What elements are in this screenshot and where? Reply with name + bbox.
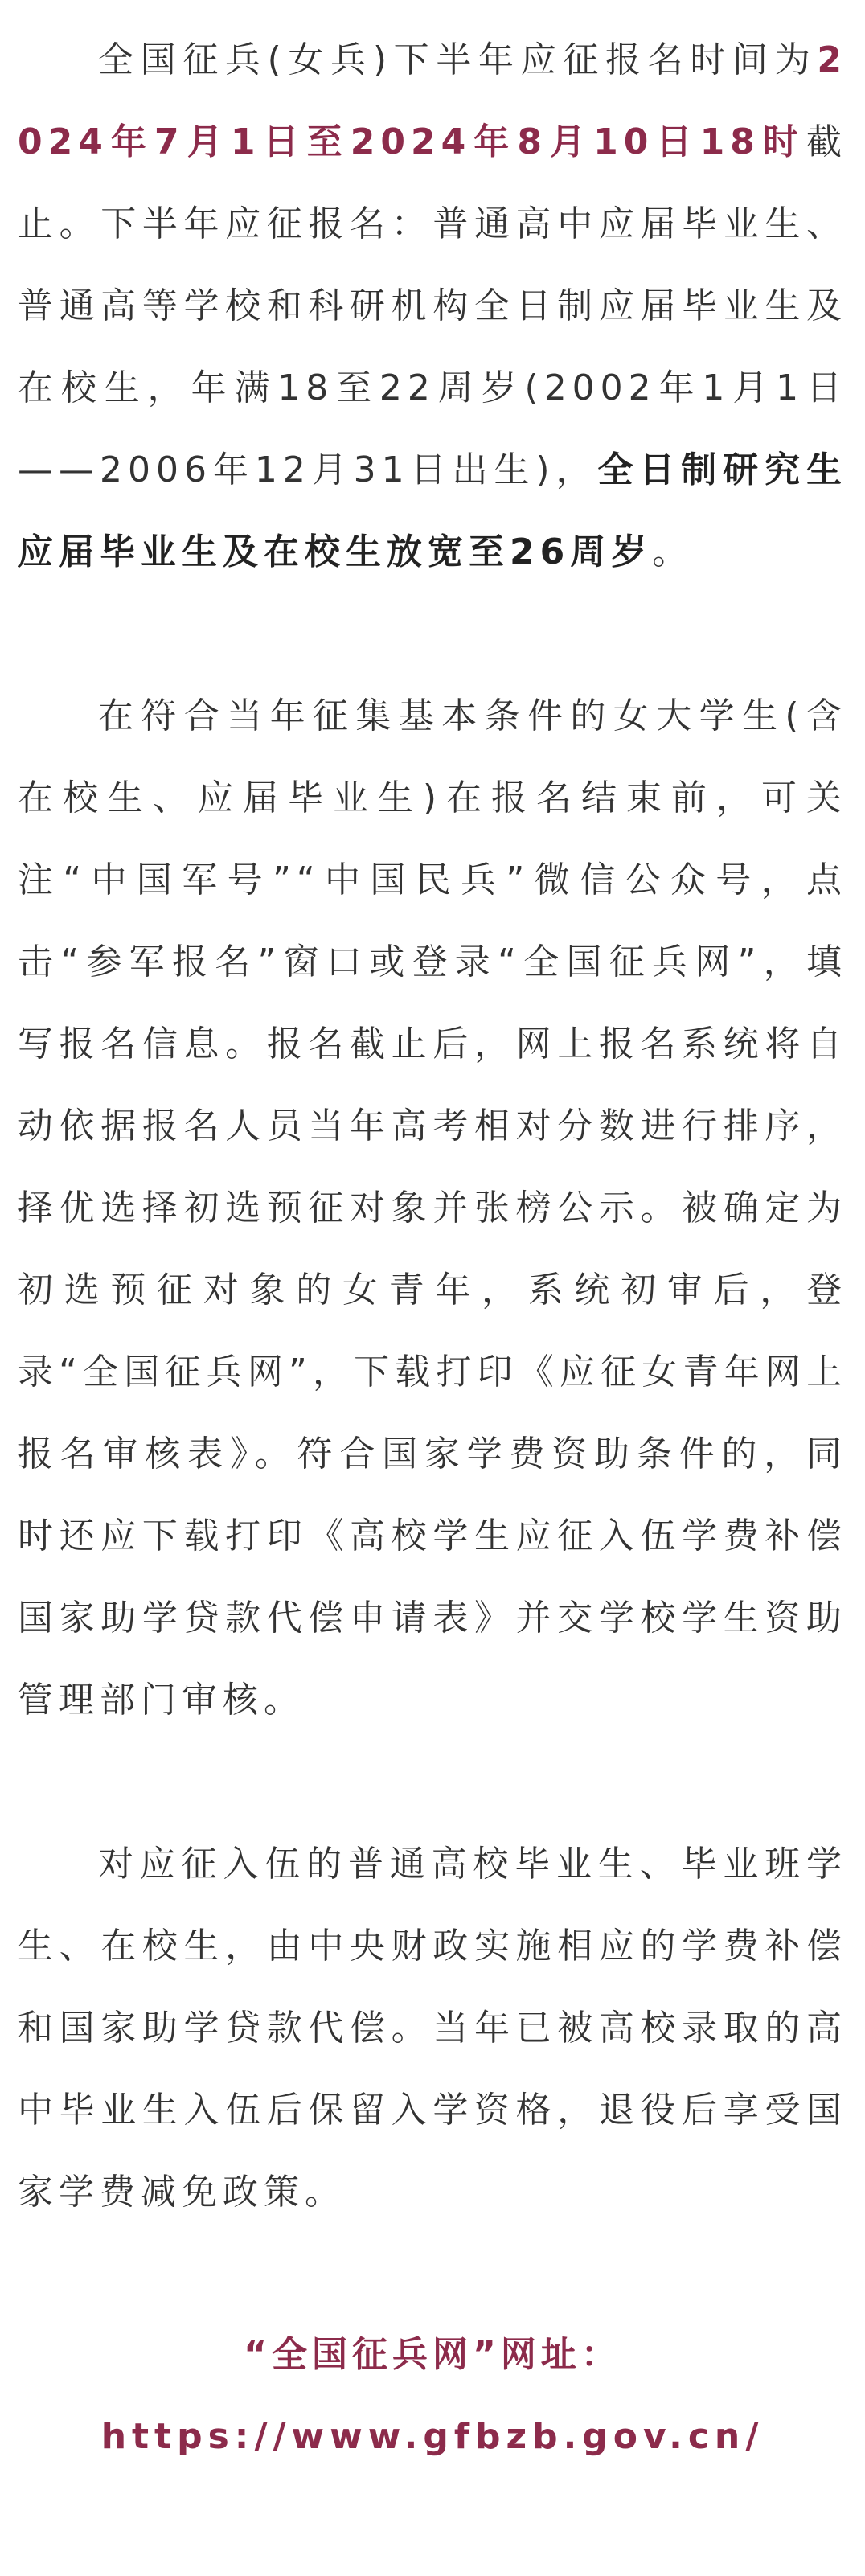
paragraph-registration-process (18, 675, 847, 1741)
website-label: “全国征兵网”网址： (244, 2334, 621, 2375)
text-segment: 对应征入伍的普通高校毕业生、毕业班学生、在校生，由中央财政实施相应的学费补偿和国家助学贷款代偿。当年已被高校录取的高中毕业生入伍后保留入学资格，退役后享受国家学费减免政策。 (18, 1844, 847, 2213)
text-segment: 全国征兵(女兵)下半年应征报名时间为 (98, 39, 818, 80)
website-footer (18, 2314, 847, 2478)
text-segment: 。 (652, 531, 694, 572)
highlight-registration-period: 2024年7月1日至2024年8月10日18时 (18, 39, 847, 162)
website-url-link[interactable]: https://www.gfbzb.gov.cn/ (100, 2416, 765, 2457)
highlight-graduate-age-limit: 全日制研究生应届毕业生及在校生放宽至26周岁 (18, 449, 847, 572)
paragraph-tuition-compensation (18, 1823, 847, 2233)
paragraph-registration-time (18, 19, 847, 593)
text-segment: 截止。下半年应征报名：普通高中应届毕业生、普通高等学校和科研机构全日制应届毕业生及在校生，年满18至22周岁(2002年1月1日——2006年12月31日出生)， (18, 121, 847, 490)
text-segment: 在符合当年征集基本条件的女大学生(含在校生、应届毕业生)在报名结束前，可关注“中国军号”“中国民兵”微信公众号，点击“参军报名”窗口或登录“全国征兵网”，填写报名信息。报名截止后，网上报名系统将自动依据报名人员当年高考相对分数进行排序，择优选择初选预征对象并张榜公示。被确定为初选预征对象的女青年，系统初审后，登录“全国征兵网”，下载打印《应征女青年网上报名审核表》。符合国家学费资助条件的，同时还应下载打印《高校学生应征入伍学费补偿国家助学贷款代偿申请表》并交学校学生资助管理部门审核。 (18, 695, 847, 1721)
